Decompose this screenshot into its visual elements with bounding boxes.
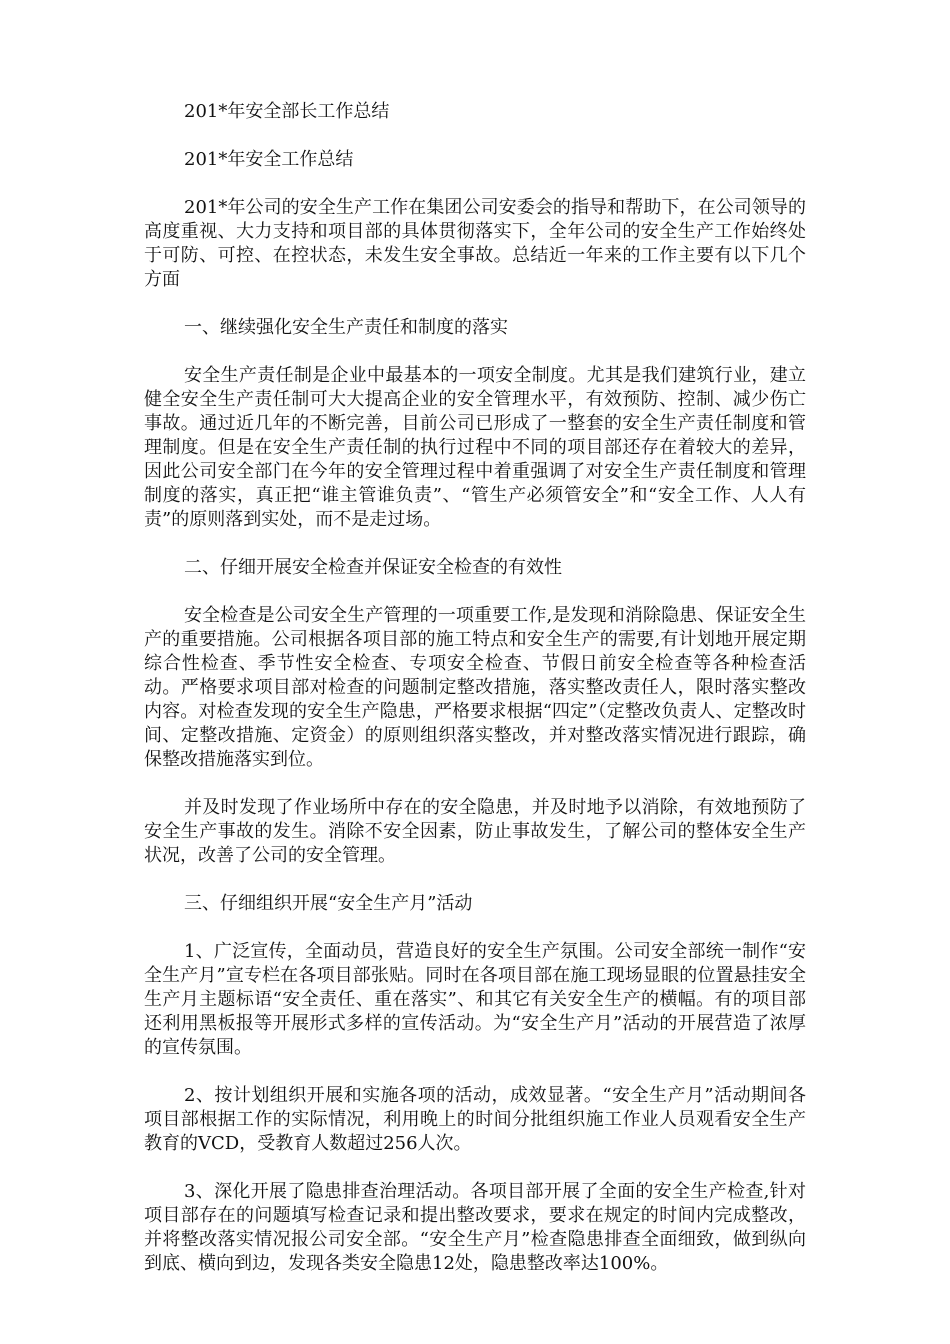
section3-item-3: 3、深化开展了隐患排查治理活动。各项目部开展了全面的安全生产检查,针对项目部存在的问题填写检查记录和提出整改要求，要求在规定的时间内完成整改，并将整改落实情况报公司安全部。“安全生产月”检查隐患排查全面细致，做到纵向到底、横向到边，发现各类安全隐患12处，隐患整改率达100%。 [144, 1181, 806, 1274]
section2-paragraph-2: 并及时发现了作业场所中存在的安全隐患，并及时地予以消除，有效地预防了安全生产事故的发生。消除不安全因素，防止事故发生，了解公司的整体安全生产状况，改善了公司的安全管理。 [144, 797, 806, 866]
section1-paragraph: 安全生产责任制是企业中最基本的一项安全制度。尤其是我们建筑行业，建立健全安全生产责任制可大大提高企业的安全管理水平，有效预防、控制、减少伤亡事故。通过近几年的不断完善，目前公司已形成了一整套的安全生产责任制度和管理制度。但是在安全生产责任制的执行过程中不同的项目部还存在着较大的差异，因此公司安全部门在今年的安全管理过程中着重强调了对安全生产责任制度和管理制度的落实，真正把“谁主管谁负责”、“管生产必须管安全”和“安全工作、人人有责”的原则落到实处，而不是走过场。 [144, 365, 806, 530]
section3-heading: 三、仔细组织开展“安全生产月”活动 [184, 893, 473, 914]
section3-item-1: 1、广泛宣传，全面动员，营造良好的安全生产氛围。公司安全部统一制作“安全生产月”宣专栏在各项目部张贴。同时在各项目部在施工现场显眼的位置悬挂安全生产月主题标语“安全责任、重在落实”、和其它有关安全生产的横幅。有的项目部还利用黑板报等开展形式多样的宣传活动。为“安全生产月”活动的开展营造了浓厚的宣传氛围。 [144, 941, 806, 1058]
section3-item-2: 2、按计划组织开展和实施各项的活动，成效显著。“安全生产月”活动期间各项目部根据工作的实际情况，利用晚上的时间分批组织施工作业人员观看安全生产教育的VCD，受教育人数超过256人次。 [144, 1085, 806, 1154]
intro-paragraph: 201*年公司的安全生产工作在集团公司安委会的指导和帮助下，在公司领导的高度重视、大力支持和项目部的具体贯彻落实下，全年公司的安全生产工作始终处于可防、可控、在控状态，未发生安全事故。总结近一年来的工作主要有以下几个方面 [144, 197, 806, 290]
document-subtitle: 201*年安全工作总结 [184, 149, 354, 170]
section1-heading: 一、继续强化安全生产责任和制度的落实 [184, 317, 508, 338]
section2-heading: 二、仔细开展安全检查并保证安全检查的有效性 [184, 557, 562, 578]
document-page [144, 100, 806, 1300]
section2-paragraph-1: 安全检查是公司安全生产管理的一项重要工作,是发现和消除隐患、保证安全生产的重要措施。公司根据各项目部的施工特点和安全生产的需要,有计划地开展定期综合性检查、季节性安全检查、专项安全检查、节假日前安全检查等各种检查活动。严格要求项目部对检查的问题制定整改措施，落实整改责任人，限时落实整改内容。对检查发现的安全生产隐患，严格要求根据“四定”（定整改负责人、定整改时间、定整改措施、定资金）的原则组织落实整改，并对整改落实情况进行跟踪，确保整改措施落实到位。 [144, 605, 806, 770]
document-title: 201*年安全部长工作总结 [184, 101, 390, 122]
